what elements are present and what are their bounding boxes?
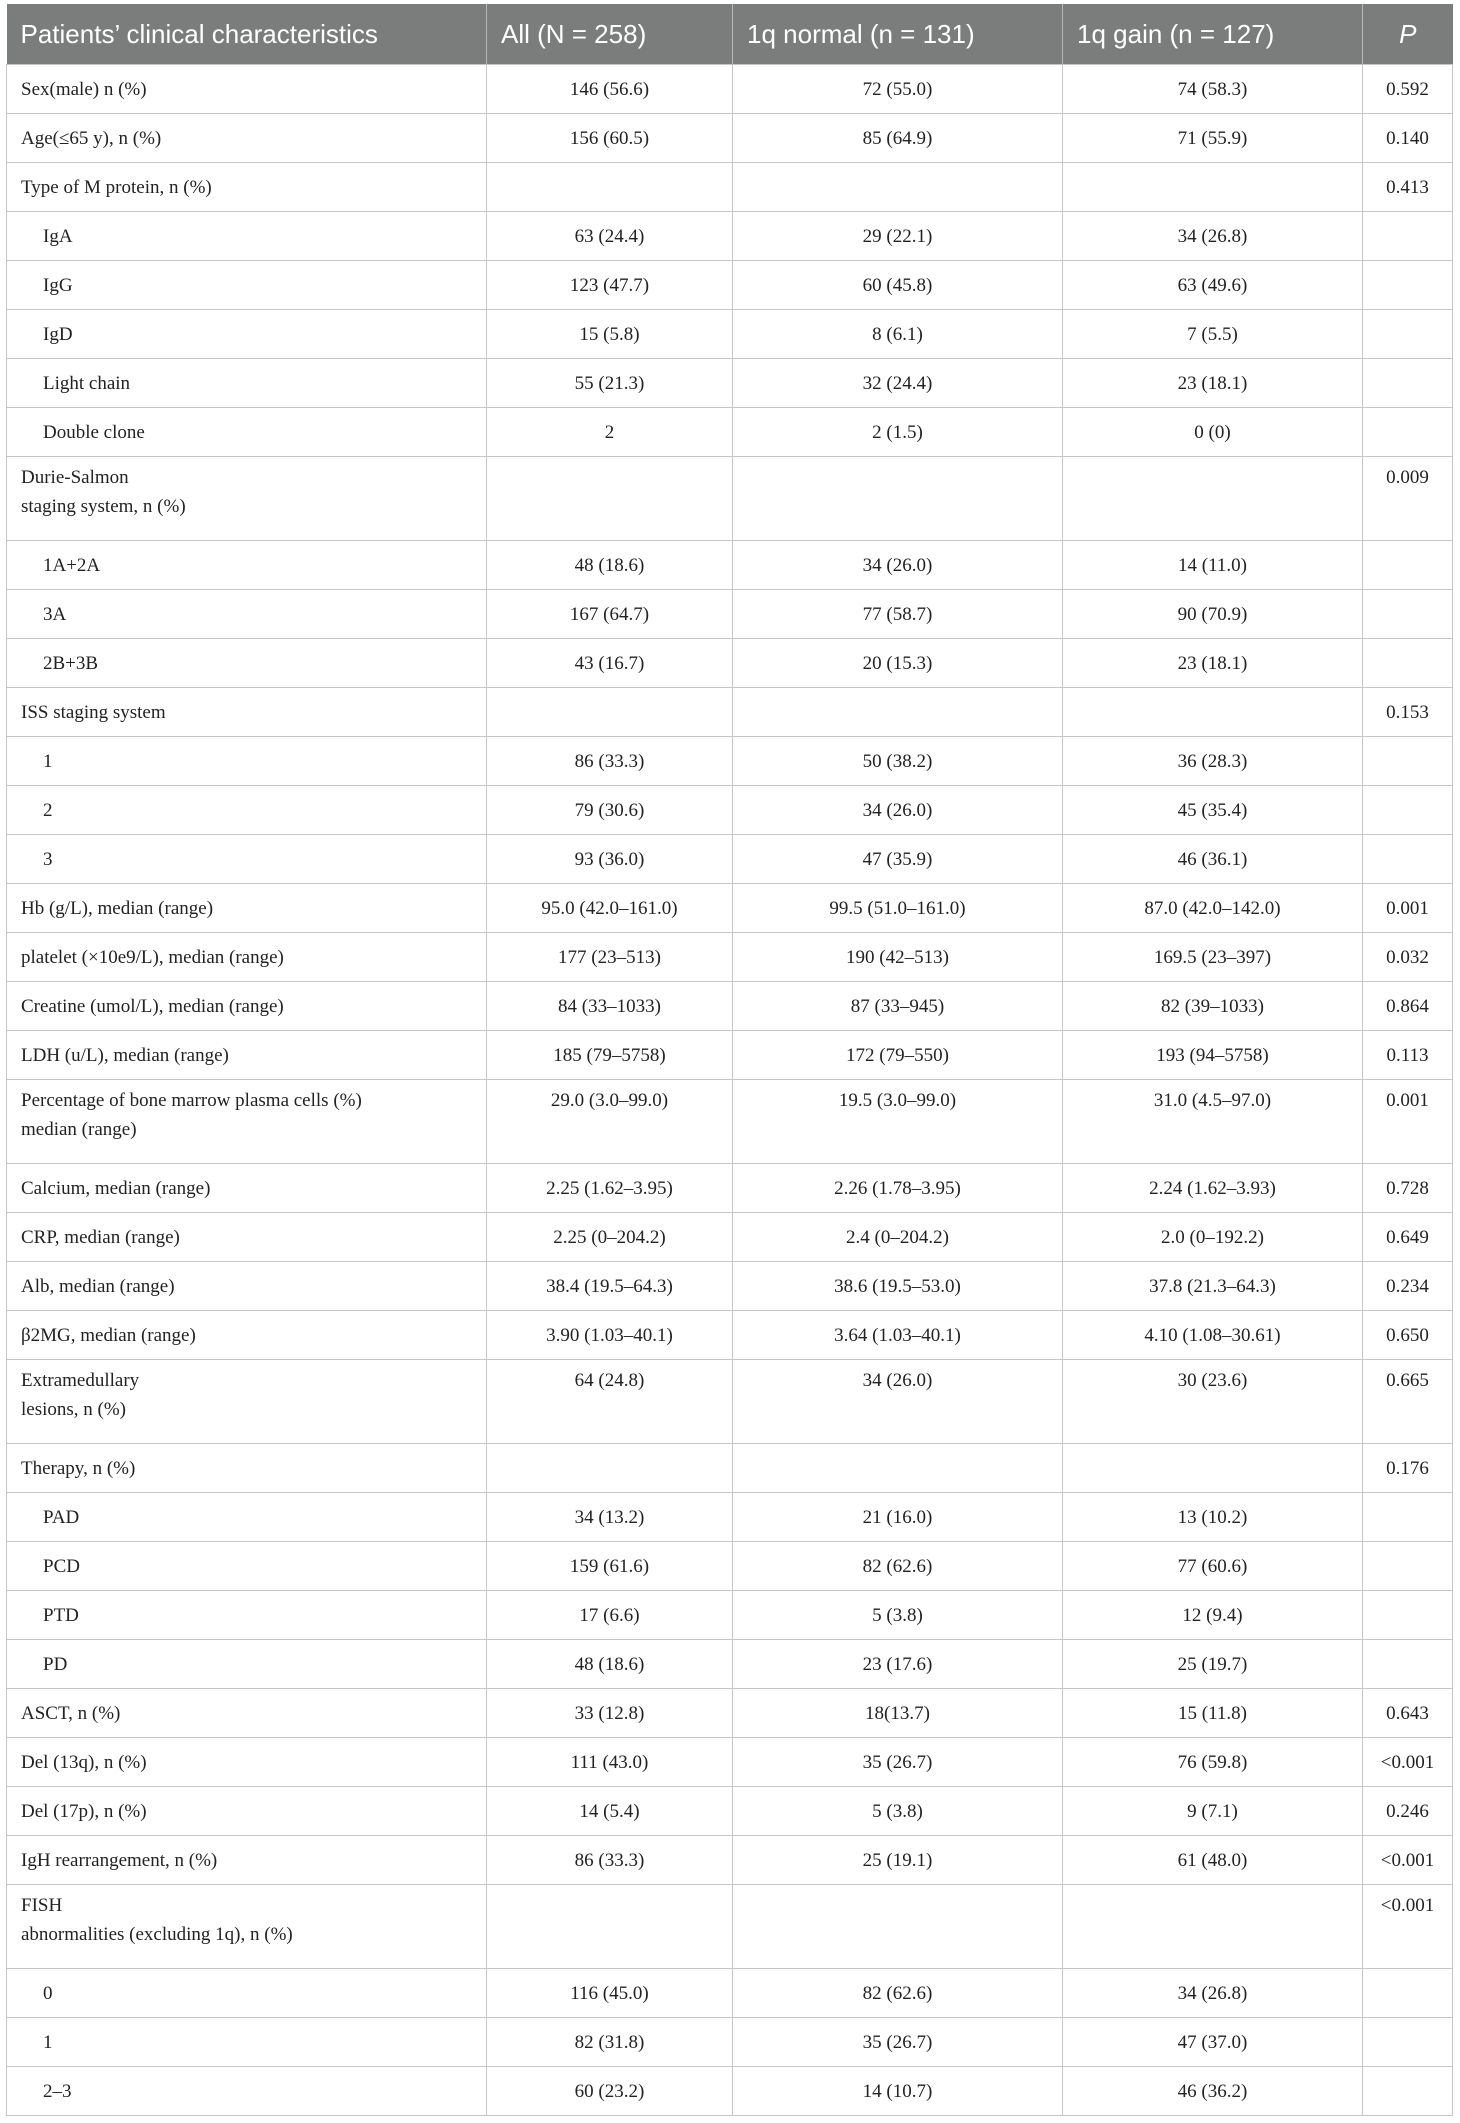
cell-all: 86 (33.3) <box>487 737 733 786</box>
cell-all: 2.25 (1.62–3.95) <box>487 1164 733 1213</box>
cell-all: 2.25 (0–204.2) <box>487 1213 733 1262</box>
cell-1q-gain: 193 (94–5758) <box>1063 1031 1363 1080</box>
cell-all: 82 (31.8) <box>487 2018 733 2067</box>
cell-1q-gain: 82 (39–1033) <box>1063 982 1363 1031</box>
cell-p-value <box>1363 261 1453 310</box>
cell-1q-gain: 30 (23.6) <box>1063 1360 1363 1444</box>
row-label <box>7 1360 487 1444</box>
row-label <box>7 541 487 590</box>
cell-all: 86 (33.3) <box>487 1836 733 1885</box>
cell-p-value <box>1363 541 1453 590</box>
row-label-line: CRP, median (range) <box>21 1226 180 1248</box>
cell-p-value <box>1363 1591 1453 1640</box>
row-label <box>7 1213 487 1262</box>
cell-1q-gain: 15 (11.8) <box>1063 1689 1363 1738</box>
table-row <box>7 1360 1453 1444</box>
row-label-line: 2–3 <box>43 2080 72 2102</box>
cell-p-value: <0.001 <box>1363 1885 1453 1969</box>
cell-all: 159 (61.6) <box>487 1542 733 1591</box>
cell-1q-normal: 50 (38.2) <box>733 737 1063 786</box>
cell-all: 3.90 (1.03–40.1) <box>487 1311 733 1360</box>
table-row <box>7 1311 1453 1360</box>
cell-1q-gain: 76 (59.8) <box>1063 1738 1363 1787</box>
table-row <box>7 1213 1453 1262</box>
row-label <box>7 639 487 688</box>
row-label <box>7 310 487 359</box>
cell-1q-normal: 5 (3.8) <box>733 1591 1063 1640</box>
row-label <box>7 1080 487 1164</box>
cell-p-value: 0.665 <box>1363 1360 1453 1444</box>
cell-1q-gain: 71 (55.9) <box>1063 114 1363 163</box>
cell-1q-gain: 37.8 (21.3–64.3) <box>1063 1262 1363 1311</box>
header-all: All (N = 258) <box>487 4 733 65</box>
cell-all: 38.4 (19.5–64.3) <box>487 1262 733 1311</box>
cell-p-value: 0.234 <box>1363 1262 1453 1311</box>
cell-all: 167 (64.7) <box>487 590 733 639</box>
cell-1q-normal <box>733 1444 1063 1493</box>
cell-1q-gain: 2.0 (0–192.2) <box>1063 1213 1363 1262</box>
cell-1q-normal: 8 (6.1) <box>733 310 1063 359</box>
cell-1q-normal: 23 (17.6) <box>733 1640 1063 1689</box>
row-label-line: Type of M protein, n (%) <box>21 176 212 198</box>
table-row <box>7 2067 1453 2116</box>
row-label <box>7 1164 487 1213</box>
table-row <box>7 1787 1453 1836</box>
cell-1q-gain <box>1063 163 1363 212</box>
row-label <box>7 1885 487 1969</box>
row-label-line: 1 <box>43 2031 53 2053</box>
row-label-line: PCD <box>43 1555 80 1577</box>
table-row <box>7 639 1453 688</box>
table-row <box>7 1969 1453 2018</box>
cell-all <box>487 457 733 541</box>
cell-all <box>487 1885 733 1969</box>
row-label-line: ISS staging system <box>21 701 166 723</box>
table-row <box>7 1164 1453 1213</box>
row-label-line: IgH rearrangement, n (%) <box>21 1849 218 1871</box>
cell-all: 79 (30.6) <box>487 786 733 835</box>
cell-1q-normal: 82 (62.6) <box>733 1969 1063 2018</box>
cell-1q-gain: 61 (48.0) <box>1063 1836 1363 1885</box>
table-row <box>7 310 1453 359</box>
table-row <box>7 835 1453 884</box>
cell-1q-gain <box>1063 1444 1363 1493</box>
row-label-line: β2MG, median (range) <box>21 1324 196 1346</box>
row-label-line: IgG <box>43 274 73 296</box>
cell-1q-gain: 169.5 (23–397) <box>1063 933 1363 982</box>
row-label-line: Extramedullary <box>21 1370 140 1391</box>
row-label-line: Light chain <box>43 372 131 394</box>
row-label <box>7 2018 487 2067</box>
cell-1q-normal: 85 (64.9) <box>733 114 1063 163</box>
table-row <box>7 1738 1453 1787</box>
table-row <box>7 1885 1453 1969</box>
table-row <box>7 590 1453 639</box>
row-label <box>7 65 487 114</box>
cell-all <box>487 1444 733 1493</box>
cell-1q-gain: 36 (28.3) <box>1063 737 1363 786</box>
cell-1q-normal: 35 (26.7) <box>733 2018 1063 2067</box>
row-label <box>7 1836 487 1885</box>
table-row <box>7 2018 1453 2067</box>
row-label-line: PD <box>43 1653 68 1675</box>
cell-all: 43 (16.7) <box>487 639 733 688</box>
cell-1q-gain: 90 (70.9) <box>1063 590 1363 639</box>
row-label <box>7 163 487 212</box>
row-label-line: 3A <box>43 603 67 625</box>
row-label-line: Del (13q), n (%) <box>21 1751 147 1773</box>
cell-1q-normal: 72 (55.0) <box>733 65 1063 114</box>
row-label <box>7 1738 487 1787</box>
cell-1q-normal: 29 (22.1) <box>733 212 1063 261</box>
cell-1q-normal: 99.5 (51.0–161.0) <box>733 884 1063 933</box>
cell-1q-gain: 25 (19.7) <box>1063 1640 1363 1689</box>
cell-p-value <box>1363 1640 1453 1689</box>
cell-p-value: 0.246 <box>1363 1787 1453 1836</box>
row-label <box>7 408 487 457</box>
row-label-line: Therapy, n (%) <box>21 1457 136 1479</box>
row-label-line: ASCT, n (%) <box>21 1702 121 1724</box>
cell-p-value: 0.643 <box>1363 1689 1453 1738</box>
row-label-line-2: lesions, n (%) <box>21 1399 127 1420</box>
cell-1q-normal: 19.5 (3.0–99.0) <box>733 1080 1063 1164</box>
table-row <box>7 1591 1453 1640</box>
cell-p-value <box>1363 359 1453 408</box>
cell-1q-gain: 4.10 (1.08–30.61) <box>1063 1311 1363 1360</box>
row-label-line: IgA <box>43 225 73 247</box>
cell-p-value: 0.009 <box>1363 457 1453 541</box>
row-label-line: Age(≤65 y), n (%) <box>21 127 162 149</box>
cell-1q-normal: 77 (58.7) <box>733 590 1063 639</box>
header-p-value: P <box>1363 4 1453 65</box>
cell-1q-gain: 87.0 (42.0–142.0) <box>1063 884 1363 933</box>
table-row <box>7 737 1453 786</box>
row-label-line-2: staging system, n (%) <box>21 496 186 517</box>
row-label <box>7 212 487 261</box>
cell-1q-gain: 0 (0) <box>1063 408 1363 457</box>
cell-p-value: 0.649 <box>1363 1213 1453 1262</box>
cell-1q-normal: 60 (45.8) <box>733 261 1063 310</box>
cell-p-value <box>1363 2067 1453 2116</box>
table-row <box>7 1836 1453 1885</box>
row-label-line: Double clone <box>43 421 145 443</box>
cell-1q-normal: 47 (35.9) <box>733 835 1063 884</box>
table-row <box>7 688 1453 737</box>
row-label <box>7 884 487 933</box>
cell-p-value: 0.140 <box>1363 114 1453 163</box>
table-row <box>7 1031 1453 1080</box>
cell-p-value <box>1363 310 1453 359</box>
cell-1q-gain: 46 (36.2) <box>1063 2067 1363 2116</box>
cell-1q-normal: 3.64 (1.03–40.1) <box>733 1311 1063 1360</box>
row-label <box>7 1787 487 1836</box>
row-label <box>7 1640 487 1689</box>
cell-all: 95.0 (42.0–161.0) <box>487 884 733 933</box>
row-label <box>7 1969 487 2018</box>
row-label-line: 0 <box>43 1982 53 2004</box>
row-label <box>7 933 487 982</box>
cell-p-value <box>1363 2018 1453 2067</box>
cell-all: 60 (23.2) <box>487 2067 733 2116</box>
cell-all: 64 (24.8) <box>487 1360 733 1444</box>
cell-all: 123 (47.7) <box>487 261 733 310</box>
cell-all: 55 (21.3) <box>487 359 733 408</box>
row-label <box>7 786 487 835</box>
header-1q-gain: 1q gain (n = 127) <box>1063 4 1363 65</box>
row-label <box>7 457 487 541</box>
table-row <box>7 408 1453 457</box>
cell-p-value: 0.113 <box>1363 1031 1453 1080</box>
row-label-line: FISH <box>21 1895 63 1916</box>
cell-1q-normal: 2.4 (0–204.2) <box>733 1213 1063 1262</box>
row-label-line: Creatine (umol/L), median (range) <box>21 995 284 1017</box>
table-row <box>7 786 1453 835</box>
table-header-row <box>7 4 1453 65</box>
row-label-line: 1 <box>43 750 53 772</box>
cell-1q-normal: 35 (26.7) <box>733 1738 1063 1787</box>
cell-all: 146 (56.6) <box>487 65 733 114</box>
row-label <box>7 982 487 1031</box>
cell-p-value: 0.176 <box>1363 1444 1453 1493</box>
cell-1q-gain: 2.24 (1.62–3.93) <box>1063 1164 1363 1213</box>
table-row <box>7 261 1453 310</box>
cell-all: 116 (45.0) <box>487 1969 733 2018</box>
cell-1q-normal: 20 (15.3) <box>733 639 1063 688</box>
cell-p-value: 0.413 <box>1363 163 1453 212</box>
cell-1q-normal: 172 (79–550) <box>733 1031 1063 1080</box>
cell-1q-normal: 14 (10.7) <box>733 2067 1063 2116</box>
cell-p-value <box>1363 590 1453 639</box>
row-label <box>7 590 487 639</box>
cell-p-value <box>1363 639 1453 688</box>
table-row <box>7 1080 1453 1164</box>
cell-1q-gain: 31.0 (4.5–97.0) <box>1063 1080 1363 1164</box>
row-label-line-2: abnormalities (excluding 1q), n (%) <box>21 1924 293 1945</box>
row-label-line: platelet (×10e9/L), median (range) <box>21 946 284 968</box>
row-label-line-2: median (range) <box>21 1119 137 1140</box>
row-label <box>7 114 487 163</box>
cell-p-value: 0.153 <box>1363 688 1453 737</box>
row-label-line: Calcium, median (range) <box>21 1177 211 1199</box>
cell-all: 17 (6.6) <box>487 1591 733 1640</box>
table-row <box>7 1689 1453 1738</box>
cell-all: 177 (23–513) <box>487 933 733 982</box>
cell-all: 63 (24.4) <box>487 212 733 261</box>
cell-p-value <box>1363 737 1453 786</box>
cell-all: 84 (33–1033) <box>487 982 733 1031</box>
cell-1q-normal: 2.26 (1.78–3.95) <box>733 1164 1063 1213</box>
row-label-line: PTD <box>43 1604 79 1626</box>
clinical-characteristics-table <box>6 4 1453 2116</box>
cell-1q-gain: 12 (9.4) <box>1063 1591 1363 1640</box>
cell-all: 93 (36.0) <box>487 835 733 884</box>
table-row <box>7 1493 1453 1542</box>
table-body <box>7 65 1453 2116</box>
cell-p-value: 0.001 <box>1363 884 1453 933</box>
cell-p-value: 0.592 <box>1363 65 1453 114</box>
row-label-line: IgD <box>43 323 73 345</box>
row-label-line: Hb (g/L), median (range) <box>21 897 214 919</box>
cell-all: 48 (18.6) <box>487 541 733 590</box>
cell-all: 2 <box>487 408 733 457</box>
row-label <box>7 2067 487 2116</box>
cell-1q-gain: 45 (35.4) <box>1063 786 1363 835</box>
table-row <box>7 114 1453 163</box>
cell-all: 48 (18.6) <box>487 1640 733 1689</box>
header-1q-normal: 1q normal (n = 131) <box>733 4 1063 65</box>
cell-p-value <box>1363 1969 1453 2018</box>
cell-1q-gain: 7 (5.5) <box>1063 310 1363 359</box>
row-label <box>7 1262 487 1311</box>
cell-p-value: <0.001 <box>1363 1836 1453 1885</box>
cell-all: 111 (43.0) <box>487 1738 733 1787</box>
row-label <box>7 1493 487 1542</box>
cell-1q-normal: 34 (26.0) <box>733 541 1063 590</box>
cell-1q-normal: 25 (19.1) <box>733 1836 1063 1885</box>
cell-p-value: 0.032 <box>1363 933 1453 982</box>
cell-1q-normal: 34 (26.0) <box>733 1360 1063 1444</box>
row-label-line: Alb, median (range) <box>21 1275 175 1297</box>
table-row <box>7 65 1453 114</box>
cell-1q-gain: 63 (49.6) <box>1063 261 1363 310</box>
table-row <box>7 1640 1453 1689</box>
cell-1q-gain: 34 (26.8) <box>1063 1969 1363 2018</box>
cell-1q-normal <box>733 688 1063 737</box>
cell-1q-normal <box>733 457 1063 541</box>
cell-1q-normal: 5 (3.8) <box>733 1787 1063 1836</box>
cell-1q-gain: 74 (58.3) <box>1063 65 1363 114</box>
cell-1q-normal: 2 (1.5) <box>733 408 1063 457</box>
row-label <box>7 1444 487 1493</box>
cell-1q-normal: 87 (33–945) <box>733 982 1063 1031</box>
cell-1q-normal <box>733 163 1063 212</box>
cell-1q-gain: 13 (10.2) <box>1063 1493 1363 1542</box>
cell-1q-normal: 21 (16.0) <box>733 1493 1063 1542</box>
cell-1q-gain: 9 (7.1) <box>1063 1787 1363 1836</box>
cell-p-value: 0.001 <box>1363 1080 1453 1164</box>
cell-1q-normal: 38.6 (19.5–53.0) <box>733 1262 1063 1311</box>
cell-1q-gain: 34 (26.8) <box>1063 212 1363 261</box>
table-row <box>7 541 1453 590</box>
row-label <box>7 1591 487 1640</box>
cell-1q-gain <box>1063 688 1363 737</box>
cell-p-value: 0.864 <box>1363 982 1453 1031</box>
cell-1q-normal: 18(13.7) <box>733 1689 1063 1738</box>
row-label <box>7 688 487 737</box>
header-characteristics: Patients’ clinical characteristics <box>7 4 487 65</box>
row-label <box>7 1031 487 1080</box>
row-label <box>7 1542 487 1591</box>
row-label <box>7 737 487 786</box>
cell-1q-normal: 82 (62.6) <box>733 1542 1063 1591</box>
row-label-line: PAD <box>43 1506 80 1528</box>
table-row <box>7 359 1453 408</box>
row-label-line: Del (17p), n (%) <box>21 1800 147 1822</box>
row-label <box>7 261 487 310</box>
row-label-line: 2 <box>43 799 53 821</box>
cell-p-value <box>1363 786 1453 835</box>
cell-all <box>487 688 733 737</box>
table-row <box>7 163 1453 212</box>
cell-1q-gain <box>1063 457 1363 541</box>
cell-p-value: <0.001 <box>1363 1738 1453 1787</box>
cell-1q-gain: 46 (36.1) <box>1063 835 1363 884</box>
cell-1q-gain <box>1063 1885 1363 1969</box>
cell-p-value <box>1363 835 1453 884</box>
cell-1q-gain: 14 (11.0) <box>1063 541 1363 590</box>
cell-p-value <box>1363 408 1453 457</box>
row-label-line: LDH (u/L), median (range) <box>21 1044 229 1066</box>
table-row <box>7 1262 1453 1311</box>
cell-all: 15 (5.8) <box>487 310 733 359</box>
cell-all <box>487 163 733 212</box>
cell-1q-gain: 77 (60.6) <box>1063 1542 1363 1591</box>
cell-1q-normal: 32 (24.4) <box>733 359 1063 408</box>
table-row <box>7 933 1453 982</box>
table-row <box>7 1542 1453 1591</box>
row-label <box>7 1311 487 1360</box>
cell-1q-gain: 23 (18.1) <box>1063 359 1363 408</box>
cell-1q-normal: 190 (42–513) <box>733 933 1063 982</box>
cell-all: 156 (60.5) <box>487 114 733 163</box>
cell-all: 14 (5.4) <box>487 1787 733 1836</box>
cell-p-value <box>1363 1493 1453 1542</box>
cell-p-value <box>1363 212 1453 261</box>
row-label <box>7 835 487 884</box>
row-label-line: Durie-Salmon <box>21 467 129 488</box>
table-row <box>7 457 1453 541</box>
row-label-line: Sex(male) n (%) <box>21 78 147 100</box>
cell-all: 34 (13.2) <box>487 1493 733 1542</box>
row-label-line: 2B+3B <box>43 652 99 674</box>
cell-p-value: 0.728 <box>1363 1164 1453 1213</box>
table-row <box>7 1444 1453 1493</box>
table-row <box>7 982 1453 1031</box>
cell-1q-gain: 23 (18.1) <box>1063 639 1363 688</box>
table-row <box>7 212 1453 261</box>
cell-1q-normal <box>733 1885 1063 1969</box>
cell-p-value <box>1363 1542 1453 1591</box>
row-label-line: 1A+2A <box>43 554 101 576</box>
cell-p-value: 0.650 <box>1363 1311 1453 1360</box>
table-row <box>7 884 1453 933</box>
row-label <box>7 359 487 408</box>
row-label-line: 3 <box>43 848 53 870</box>
cell-1q-normal: 34 (26.0) <box>733 786 1063 835</box>
row-label-line: Percentage of bone marrow plasma cells (%) <box>21 1090 362 1111</box>
row-label <box>7 1689 487 1738</box>
cell-1q-gain: 47 (37.0) <box>1063 2018 1363 2067</box>
cell-all: 33 (12.8) <box>487 1689 733 1738</box>
cell-all: 185 (79–5758) <box>487 1031 733 1080</box>
cell-all: 29.0 (3.0–99.0) <box>487 1080 733 1164</box>
